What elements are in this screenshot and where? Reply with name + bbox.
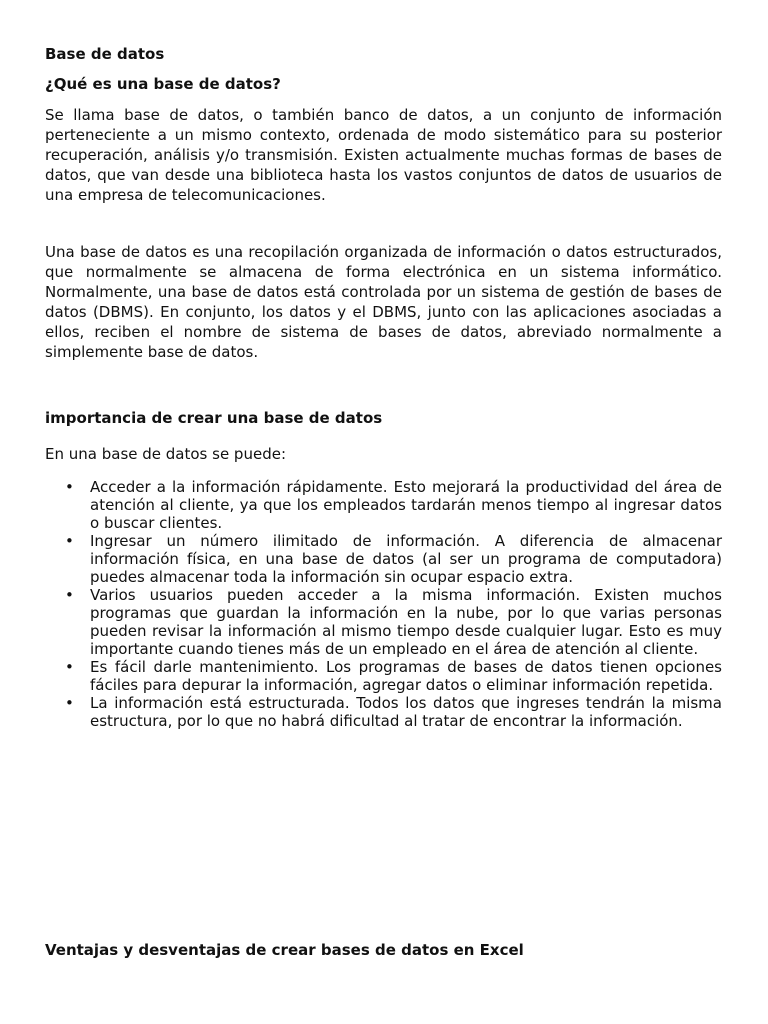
list-item (45, 694, 722, 730)
list-item (45, 658, 722, 694)
section-heading-importance: importancia de crear una base de datos (45, 409, 383, 427)
list-item (45, 532, 722, 586)
bullet-icon: • (65, 694, 74, 712)
paragraph-definition: Se llama base de datos, o también banco de datos, a un conjunto de información perteneciente a un mismo contexto, ordenada de modo sistemático para su posterior recuperación, análisis y/o transmisión. Existen actualmente muchas formas de bases de datos, que van desde una biblioteca hasta los vastos conjuntos de datos de usuarios de una empresa de telecomunicaciones. (45, 106, 722, 204)
bullet-icon: • (65, 586, 74, 604)
document-title: Base de datos (45, 45, 165, 63)
paragraph-description: Una base de datos es una recopilación organizada de información o datos estructurados, que normalmente se almacena de forma electrónica en un sistema informático. Normalmente, una base de datos está controlada por un sistema de gestión de bases de datos (DBMS). En conjunto, los datos y el DBMS, junto con las aplicaciones asociadas a ellos, reciben el nombre de sistema de bases de datos, abreviado normalmente a simplemente base de datos. (45, 243, 722, 361)
list-intro: En una base de datos se puede: (45, 445, 286, 463)
list-item-text: Acceder a la información rápidamente. Esto mejorará la productividad del área de atención al cliente, ya que los empleados tardarán menos tiempo al ingresar datos o buscar clientes. (90, 478, 722, 532)
list-item (45, 478, 722, 532)
list-item-text: Varios usuarios pueden acceder a la misma información. Existen muchos programas que guardan la información en la nube, por lo que varias personas pueden revisar la información al mismo tiempo desde cualquier lugar. Esto es muy importante cuando tienes más de un empleado en el área de atención al cliente. (90, 586, 722, 658)
section-heading-what-is: ¿Qué es una base de datos? (45, 75, 281, 93)
bullet-icon: • (65, 658, 74, 676)
benefits-list (45, 478, 722, 730)
bullet-icon: • (65, 478, 74, 496)
bullet-icon: • (65, 532, 74, 550)
list-item-text: Ingresar un número ilimitado de información. A diferencia de almacenar información física, en una base de datos (al ser un programa de computadora) puedes almacenar toda la información sin ocupar espacio extra. (90, 532, 722, 586)
list-item (45, 586, 722, 658)
section-heading-excel: Ventajas y desventajas de crear bases de datos en Excel (45, 941, 524, 959)
list-item-text: La información está estructurada. Todos los datos que ingreses tendrán la misma estructura, por lo que no habrá dificultad al tratar de encontrar la información. (90, 694, 722, 730)
list-item-text: Es fácil darle mantenimiento. Los programas de bases de datos tienen opciones fáciles para depurar la información, agregar datos o eliminar información repetida. (90, 658, 722, 694)
